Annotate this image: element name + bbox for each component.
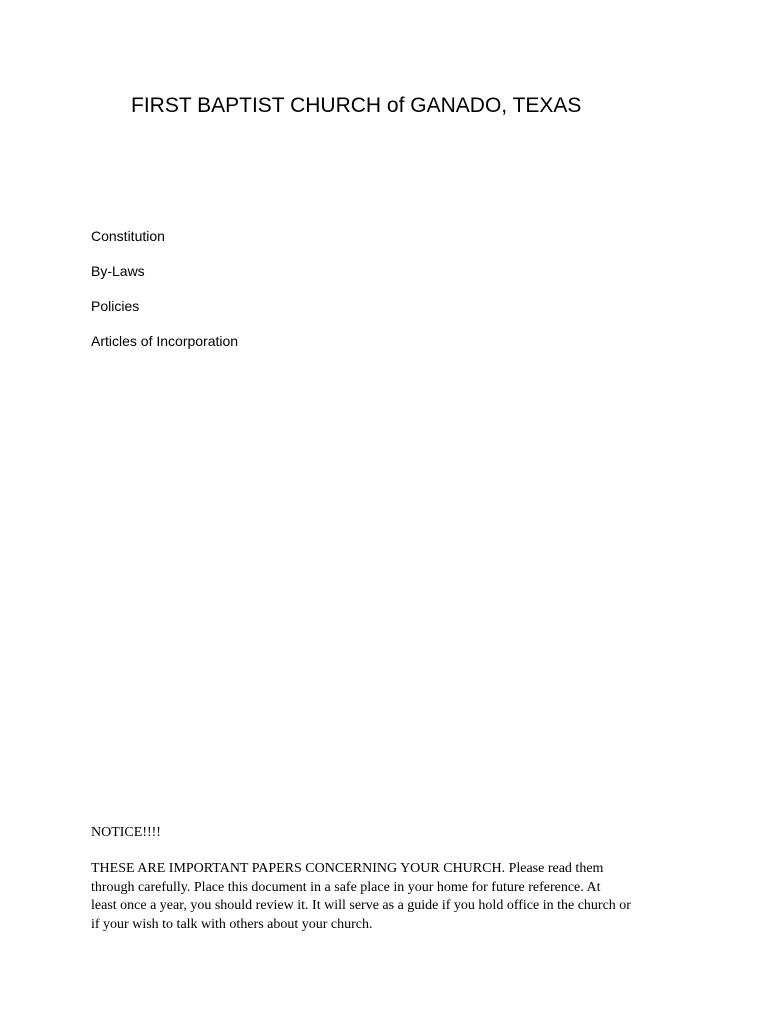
- contents-item-articles-of-incorporation: Articles of Incorporation: [91, 333, 239, 349]
- notice-line: through carefully. Place this document in a safe place in your home for future reference. At: [91, 879, 601, 895]
- contents-item-bylaws: By-Laws: [91, 263, 145, 279]
- notice-heading: NOTICE!!!!: [91, 825, 161, 840]
- notice-line: if your wish to talk with others about your church.: [91, 916, 373, 932]
- notice-line: THESE ARE IMPORTANT PAPERS CONCERNING YOUR CHURCH. Please read them: [91, 861, 604, 876]
- notice-line: least once a year, you should review it. It will serve as a guide if you hold office in the church or: [91, 898, 631, 913]
- contents-list: [91, 225, 238, 365]
- notice-paragraph: [91, 860, 691, 934]
- contents-item-policies: Policies: [91, 298, 140, 314]
- document-title: FIRST BAPTIST CHURCH of GANADO, TEXAS: [131, 94, 582, 117]
- contents-item-constitution: Constitution: [91, 228, 165, 244]
